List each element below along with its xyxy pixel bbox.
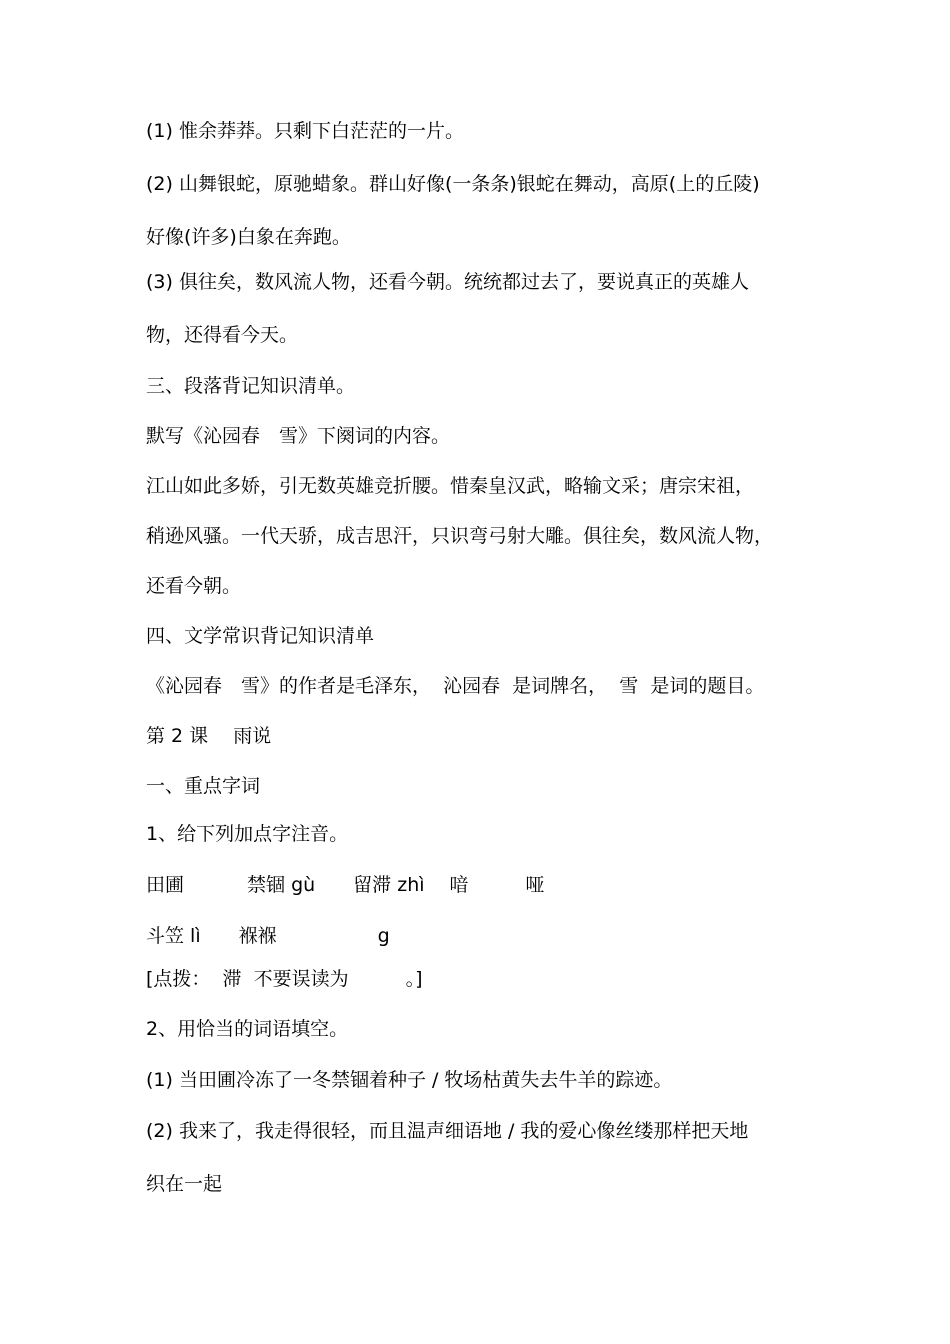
text-line-18: [点拨： 滞 不要误读为 。] [146, 968, 423, 990]
text-line-10: 还看今朝。 [146, 575, 242, 597]
text-line-19: 2、用恰当的词语填空。 [146, 1018, 349, 1040]
text-line-22: 织在一起 [146, 1173, 223, 1195]
text-line-2: (2) 山舞银蛇，原驰蜡象。群山好像(一条条)银蛇在舞动，高原(上的丘陵) [146, 173, 760, 195]
text-line-1: (1) 惟余莽莽。只剩下白茫茫的一片。 [146, 120, 464, 142]
text-line-7: 默写《沁园春 雪》下阕词的内容。 [146, 425, 451, 447]
text-line-12: 《沁园春 雪》的作者是毛泽东， 沁园春 是词牌名， 雪 是词的题目。 [146, 675, 765, 697]
text-line-9: 稍逊风骚。一代天骄，成吉思汗，只识弯弓射大雕。俱往矣，数风流人物， [146, 525, 774, 547]
text-line-8: 江山如此多娇，引无数英雄竞折腰。惜秦皇汉武，略输文采；唐宗宋祖， [146, 475, 755, 497]
text-line-16: 田圃 禁锢 gù 留滞 zhì 喑 哑 [146, 874, 545, 896]
text-line-5: 物，还得看今天。 [146, 324, 299, 346]
text-line-15: 1、给下列加点字注音。 [146, 823, 349, 845]
text-line-20: (1) 当田圃冷冻了一冬禁锢着种子 / 牧场枯黄失去牛羊的踪迹。 [146, 1069, 673, 1091]
text-line-3: 好像(许多)白象在奔跑。 [146, 226, 351, 248]
text-line-4: (3) 俱往矣，数风流人物，还看今朝。统统都过去了，要说真正的英雄人 [146, 271, 749, 293]
section-heading-literature: 四、文学常识背记知识清单 [146, 625, 375, 647]
lesson-title: 第 2 课 雨说 [146, 725, 272, 747]
text-line-21: (2) 我来了，我走得很轻，而且温声细语地 / 我的爱心像丝缕那样把天地 [146, 1120, 749, 1142]
text-line-17: 斗笠 lì 褓褓 g [146, 925, 390, 947]
section-heading-paragraph-memorization: 三、段落背记知识清单。 [146, 375, 356, 397]
section-heading-key-words: 一、重点字词 [146, 775, 261, 797]
